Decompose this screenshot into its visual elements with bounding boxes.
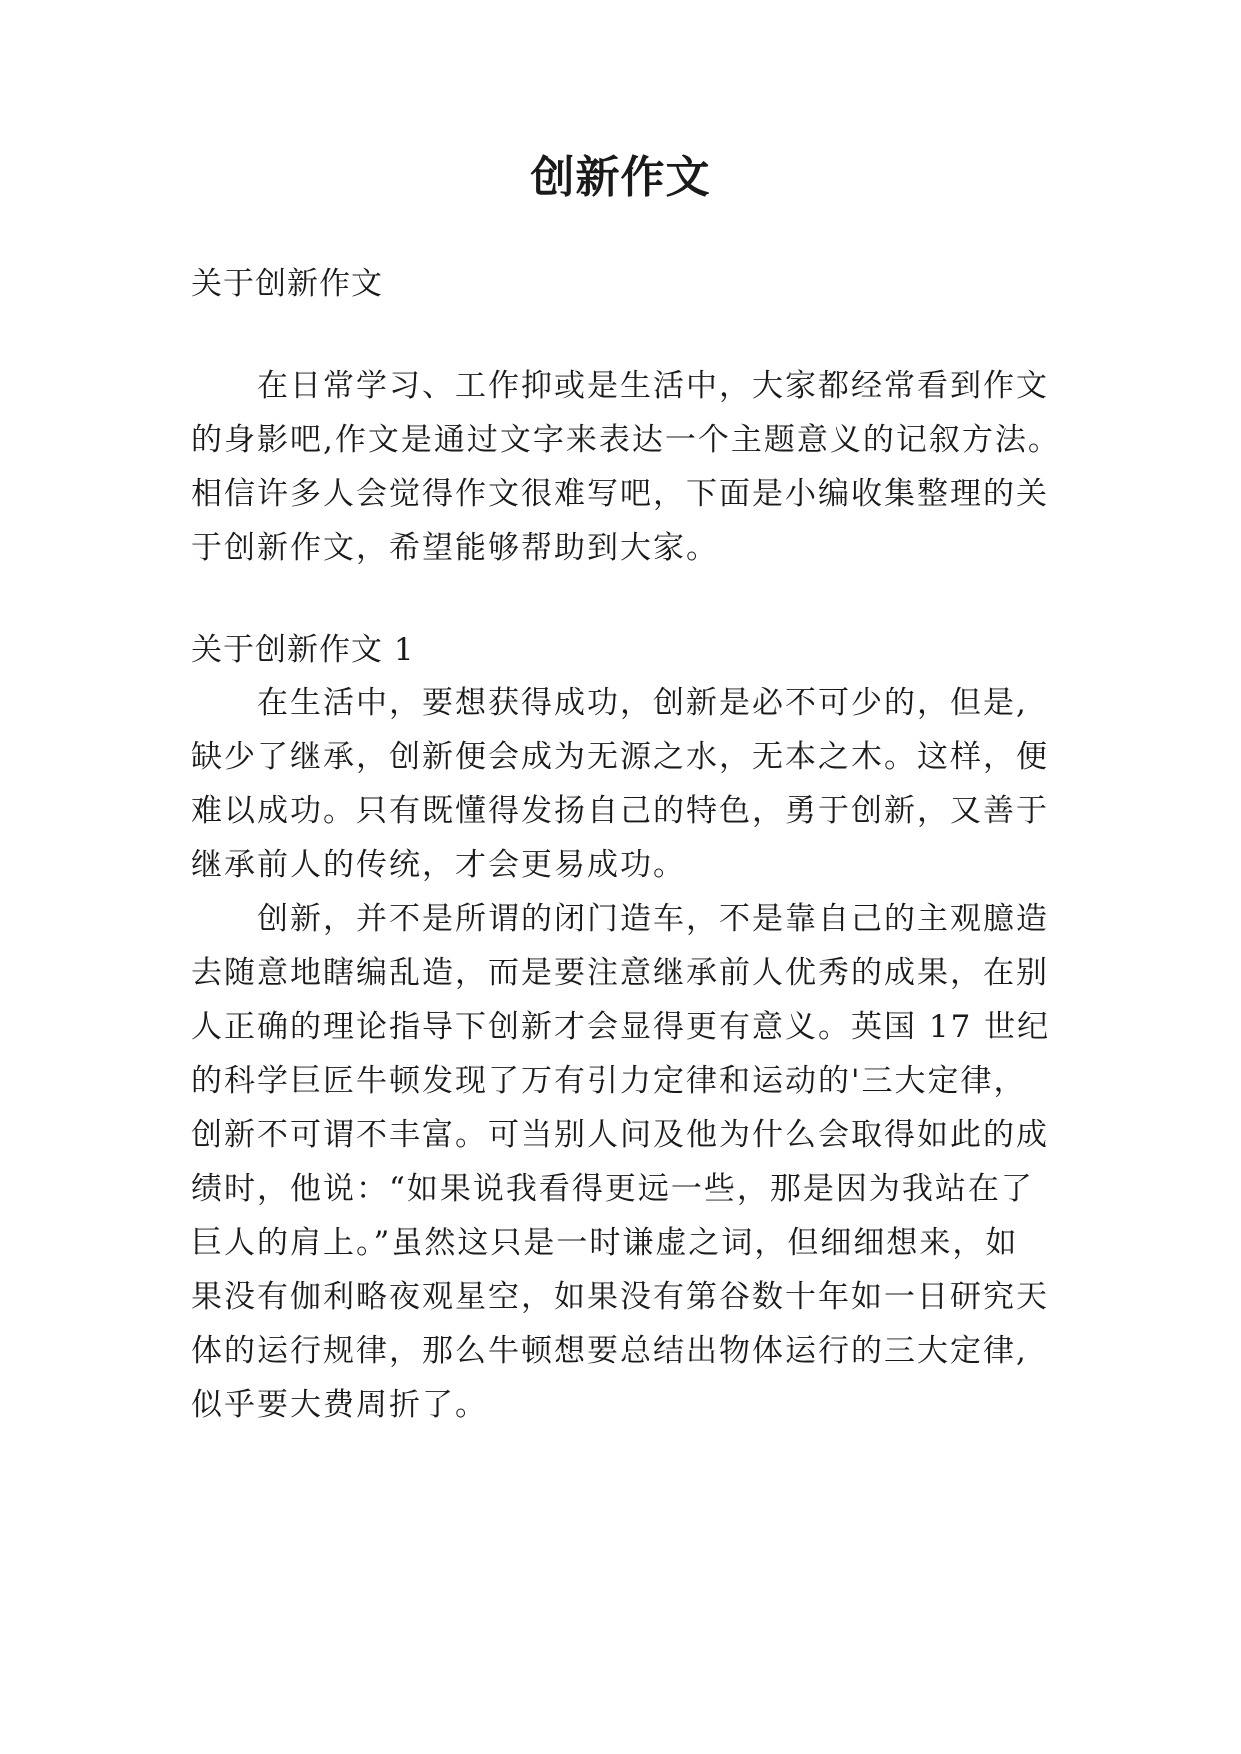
paragraph-line: 去随意地瞎编乱造，而是要注意继承前人优秀的成果，在别 (191, 955, 1049, 991)
intro-line: 相信许多人会觉得作文很难写吧，下面是小编收集整理的关 (191, 476, 1049, 512)
paragraph-line: 巨人的肩上。”虽然这只是一时谦虚之词，但细细想来，如 (191, 1225, 1019, 1261)
intro-line: 于创新作文，希望能够帮助到大家。 (191, 530, 719, 566)
section-heading: 关于创新作文 1 (191, 632, 415, 668)
document-title: 创新作文 (530, 152, 711, 203)
paragraph-line: 的科学巨匠牛顿发现了万有引力定律和运动的'三大定律， (191, 1063, 1027, 1099)
intro-line: 的身影吧,作文是通过文字来表达一个主题意义的记叙方法。 (191, 422, 1061, 458)
paragraph-line: 在生活中，要想获得成功，创新是必不可少的，但是, (257, 685, 1028, 721)
paragraph-line: 绩时，他说：“如果说我看得更远一些，那是因为我站在了 (191, 1171, 1034, 1207)
paragraph-line: 创新不可谓不丰富。可当别人问及他为什么会取得如此的成 (191, 1117, 1049, 1153)
paragraph-line: 体的运行规律，那么牛顿想要总结出物体运行的三大定律, (191, 1333, 1028, 1369)
paragraph-line: 人正确的理论指导下创新才会显得更有意义。英国 17 世纪 (191, 1009, 1051, 1045)
paragraph-line: 似乎要大费周折了。 (191, 1387, 488, 1423)
paragraph-line: 继承前人的传统，才会更易成功。 (191, 847, 686, 883)
subtitle: 关于创新作文 (191, 266, 383, 302)
paragraph-line: 果没有伽利略夜观星空，如果没有第谷数十年如一日研究天 (191, 1279, 1049, 1315)
paragraph-line: 创新，并不是所谓的闭门造车，不是靠自己的主观臆造 (257, 901, 1049, 937)
paragraph-line: 难以成功。只有既懂得发扬自己的特色，勇于创新，又善于 (191, 793, 1049, 829)
paragraph-line: 缺少了继承，创新便会成为无源之水，无本之木。这样，便 (191, 739, 1049, 775)
intro-line: 在日常学习、工作抑或是生活中，大家都经常看到作文 (257, 368, 1049, 404)
